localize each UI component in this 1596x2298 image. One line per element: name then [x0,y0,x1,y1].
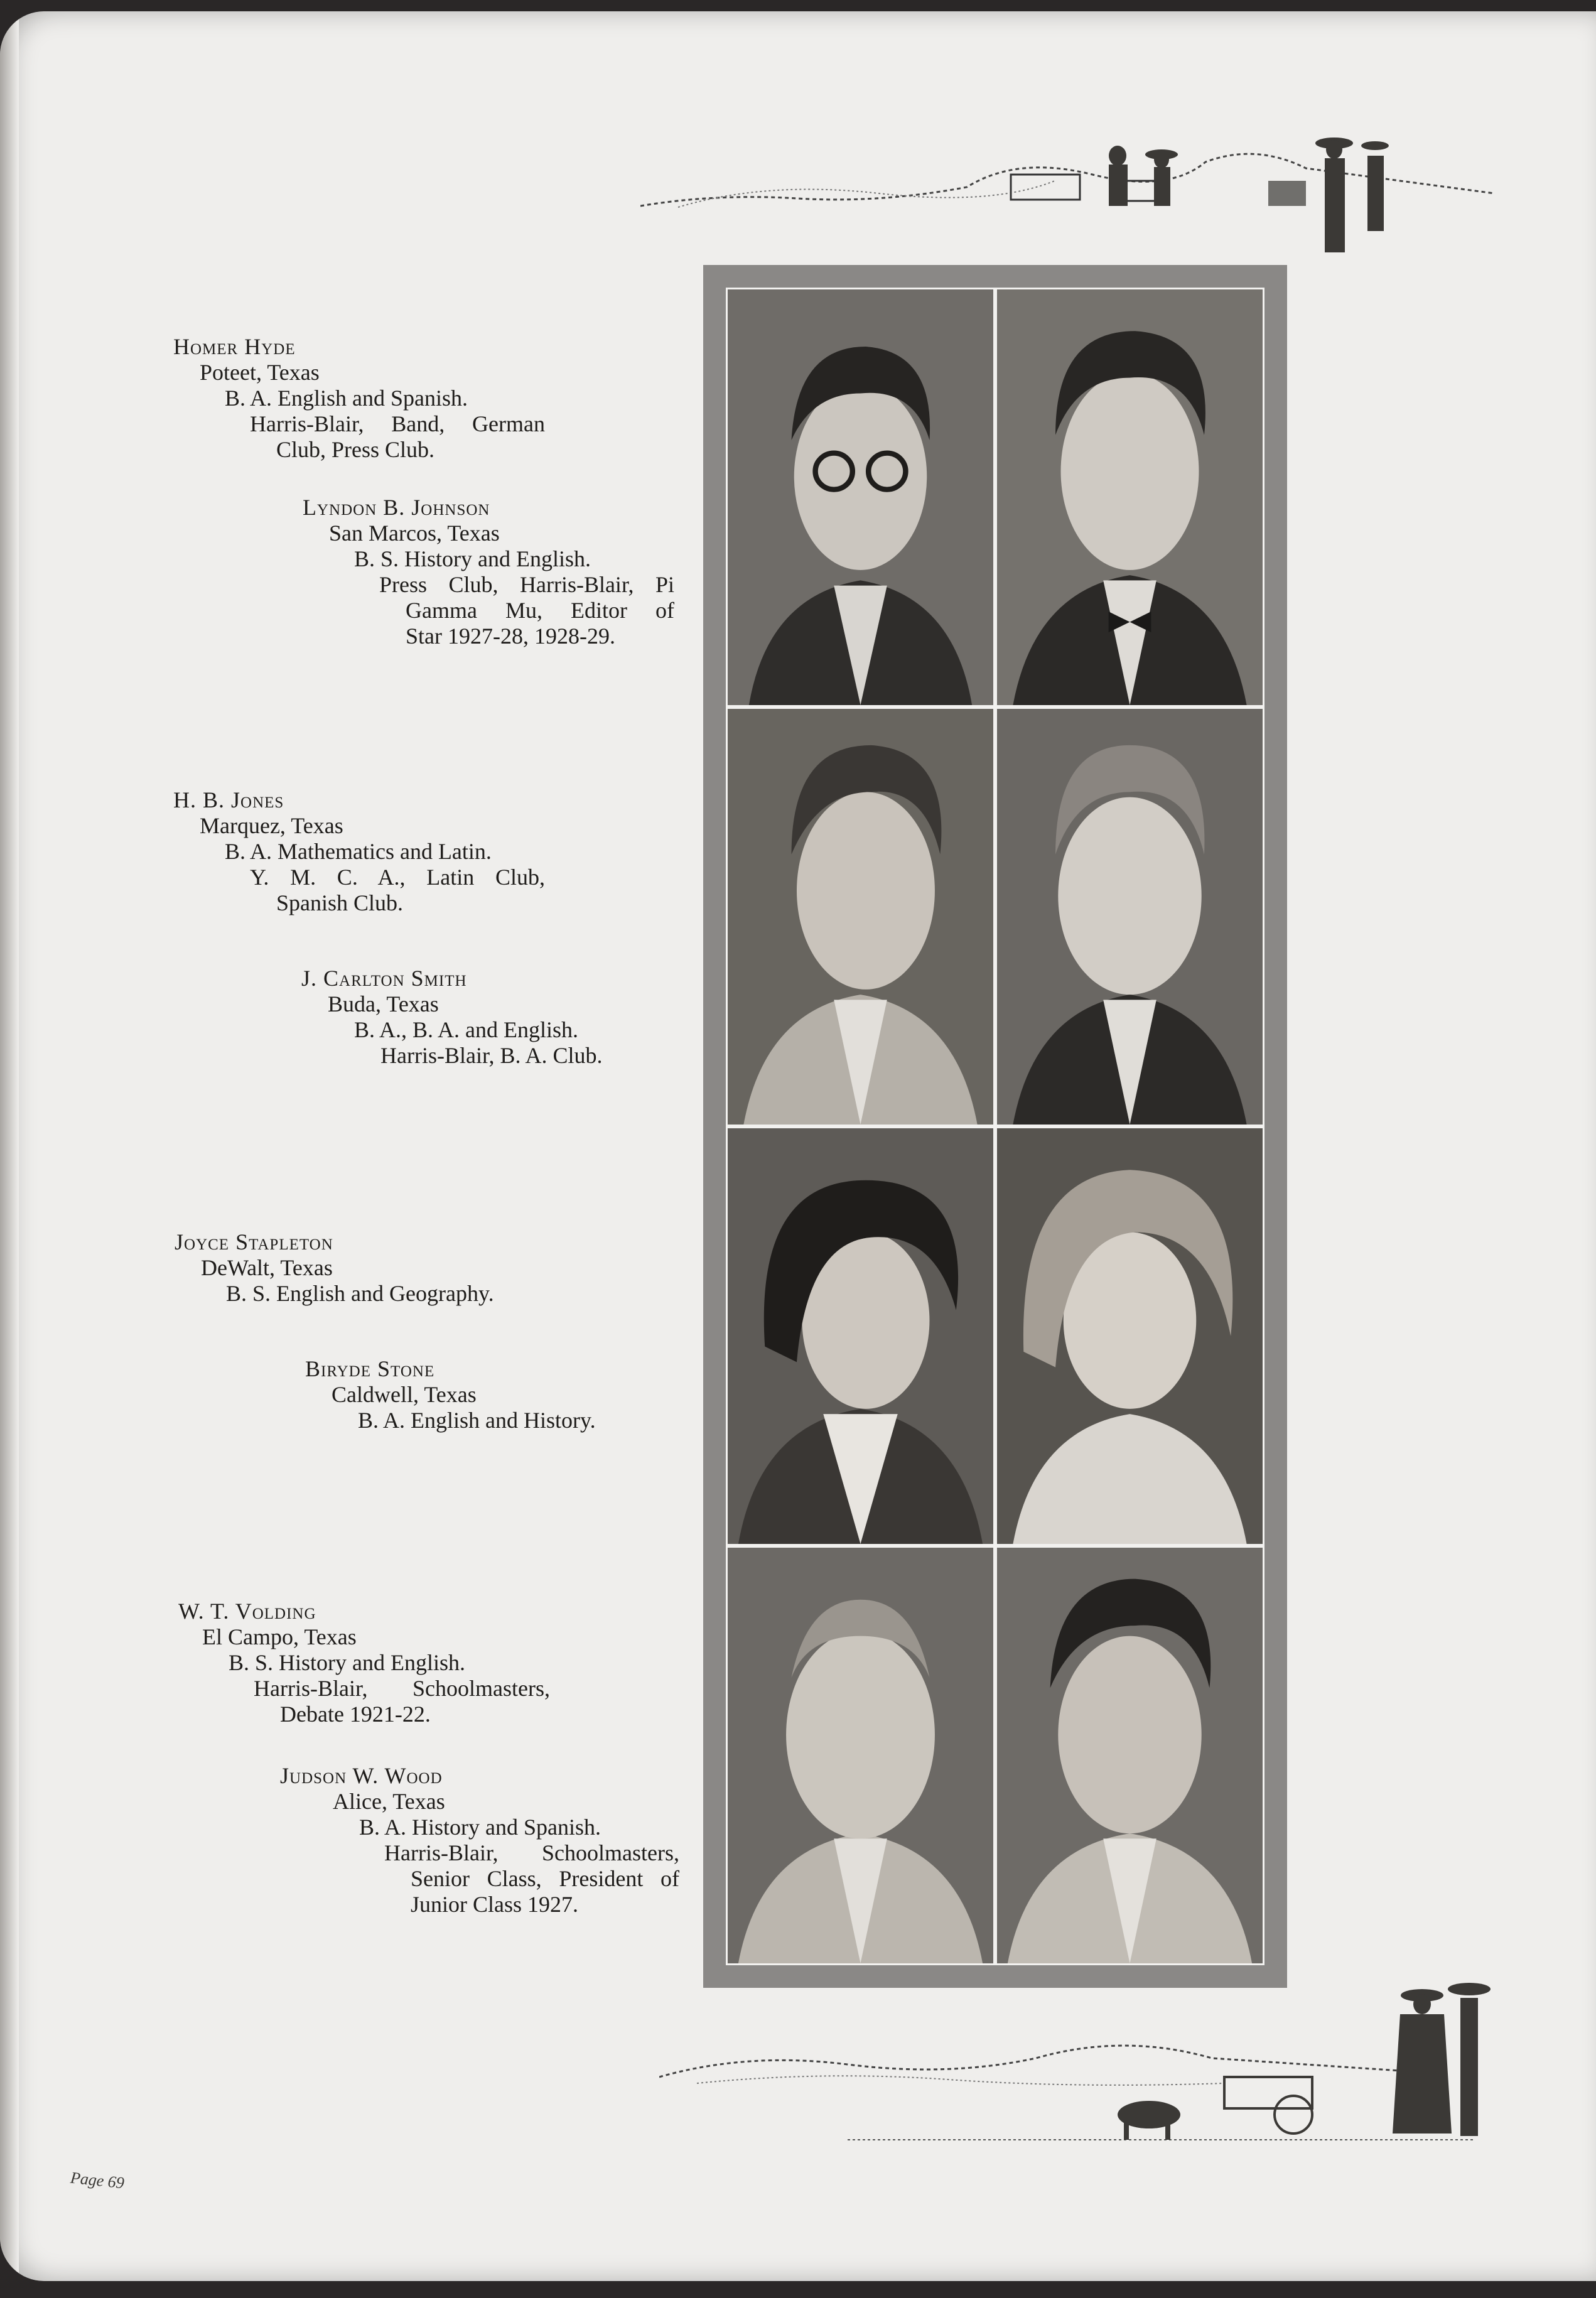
degree: B. A. English and History. [358,1408,596,1433]
degree: B. S. English and Geography. [226,1281,494,1306]
page-number: Page 69 [69,2168,126,2193]
hometown: Marquez, Texas [200,813,343,838]
entry-lyndon-johnson [303,495,679,649]
yearbook-page [0,11,1596,2281]
portrait-biryde-stone [997,1128,1263,1544]
degree: B. S. History and English. [229,1650,466,1675]
student-name: H. B. Jones [173,787,284,812]
portrait-judson-wood [997,1548,1263,1963]
activities-line: Y. M. C. A., Latin Club, [250,865,545,890]
hometown: DeWalt, Texas [201,1255,333,1280]
hometown: Alice, Texas [333,1789,445,1814]
degree: B. A. History and Spanish. [359,1815,601,1840]
activities-line: Gamma Mu, Editor of [406,598,674,623]
hometown: El Campo, Texas [202,1624,357,1649]
entry-biryde-stone [305,1356,682,1433]
activities-line: Club, Press Club. [276,437,435,462]
portrait-image [997,1128,1263,1544]
student-name: J. Carlton Smith [301,966,467,991]
activities-line: Spanish Club. [276,890,404,915]
activities-line: Harris-Blair, Schoolmasters, [384,1840,679,1865]
bottom-landscape-illustration [659,1926,1507,2165]
degree: B. S. History and English. [354,546,591,571]
activities-line: Junior Class 1927. [411,1892,579,1917]
portrait-homer-hyde [728,289,993,705]
activities-line: Star 1927-28, 1928-29. [406,623,615,649]
activities-line: Harris-Blair, Band, German [250,411,545,436]
entry-wt-volding [178,1599,568,1727]
entry-joyce-stapleton [175,1229,564,1307]
portrait-image [997,289,1263,705]
portrait-grid [726,288,1264,1965]
entry-judson-wood [280,1763,682,1918]
degree: B. A., B. A. and English. [354,1017,579,1042]
activities-line: Debate 1921-22. [280,1702,431,1727]
hometown: Buda, Texas [328,991,439,1017]
activities-line: Harris-Blair, Schoolmasters, [254,1676,550,1701]
hometown: Caldwell, Texas [332,1382,477,1407]
student-name: Judson W. Wood [280,1763,443,1788]
portrait-image [728,709,993,1125]
hometown: Poteet, Texas [200,360,320,385]
student-name: Homer Hyde [173,334,296,359]
hometown: San Marcos, Texas [329,521,500,546]
portrait-frame [703,265,1287,1988]
portrait-wt-volding [728,1548,993,1963]
portrait-image [997,709,1263,1125]
degree: B. A. English and Spanish. [225,386,468,411]
student-name: W. T. Volding [178,1599,316,1624]
student-name: Lyndon B. Johnson [303,495,490,520]
portrait-image [728,1128,993,1544]
entry-j-carlton-smith [301,966,678,1069]
student-name: Biryde Stone [305,1356,435,1381]
student-name: Joyce Stapleton [175,1229,333,1254]
entry-homer-hyde [173,334,563,463]
portrait-lyndon-johnson [997,289,1263,705]
portrait-image [997,1548,1263,1963]
activities-line: Harris-Blair, B. A. Club. [380,1043,603,1068]
activities-line: Press Club, Harris-Blair, Pi [379,572,674,597]
portrait-joyce-stapleton [728,1128,993,1544]
portrait-image [728,1548,993,1963]
entry-hb-jones [173,787,563,916]
activities-line: Senior Class, President of [411,1866,679,1891]
portrait-j-carlton-smith [997,709,1263,1125]
portrait-image [728,289,993,705]
portrait-hb-jones [728,709,993,1125]
degree: B. A. Mathematics and Latin. [225,839,492,864]
